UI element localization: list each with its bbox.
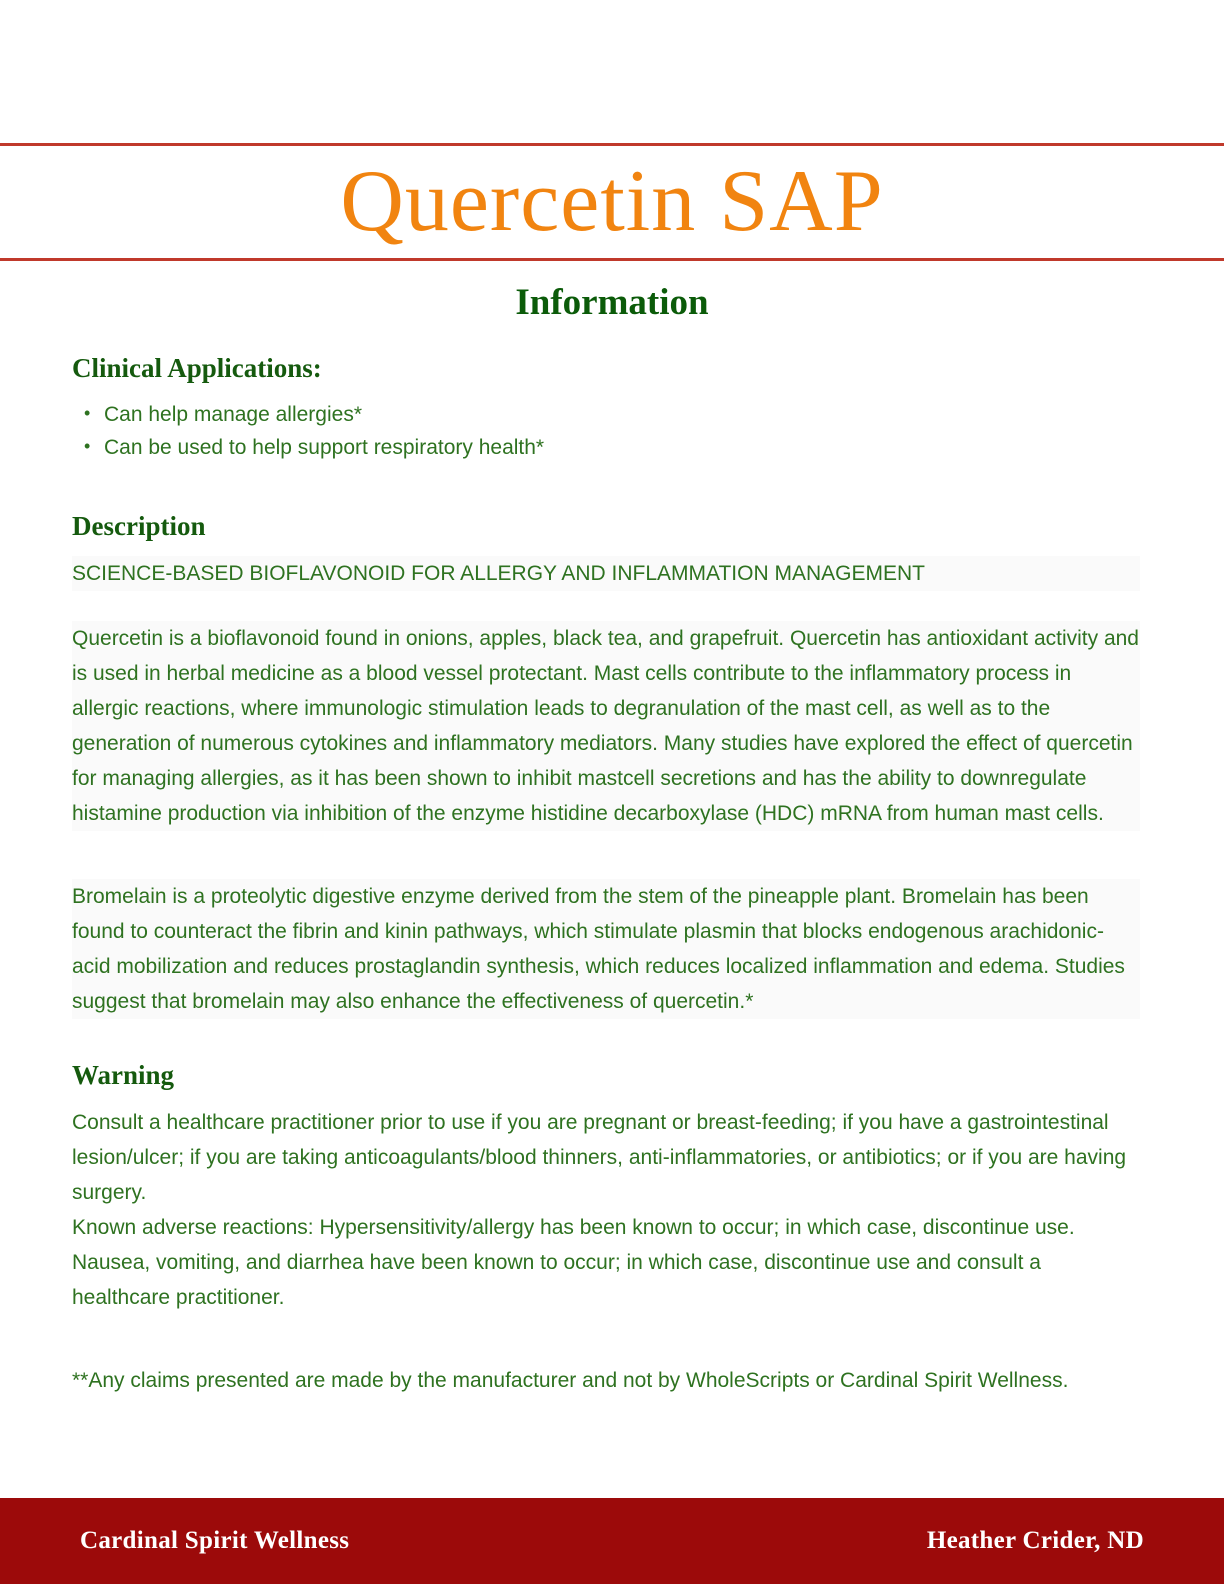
- warning-paragraph-2: Known adverse reactions: Hypersensitivity/allergy has been known to occur; in which case, discontinue use. Nausea, vomiting, and diarrhea have been known to occur; in which case, discontinue use and consult a healthcare practitioner.: [72, 1216, 1075, 1309]
- footer-company-name: Cardinal Spirit Wellness: [80, 1527, 350, 1554]
- clinical-applications-heading: Clinical Applications:: [72, 353, 322, 383]
- document-content: [72, 352, 1140, 1420]
- warning-heading: Warning: [72, 1060, 175, 1090]
- description-paragraph-1: Quercetin is a bioflavonoid found in onions, apples, black tea, and grapefruit. Quercetin has antioxidant activity and is used in herbal medicine as a blood vessel protectant. Mast cells contribute to the inflammatory process in allergic reactions, where immunologic stimulation leads to degranulation of the mast cell, as well as to the generation of numerous cytokines and inflammatory mediators. Many studies have explored the effect of quercetin for managing allergies, as it has been shown to inhibit mastcell secretions and has the ability to downregulate histamine production via inhibition of the enzyme histidine decarboxylase (HDC) mRNA from human mast cells.: [72, 621, 1140, 831]
- title-block: [0, 143, 1224, 261]
- description-heading: Description: [72, 511, 206, 541]
- disclaimer-text: **Any claims presented are made by the manufacturer and not by WholeScripts or Cardinal Spirit Wellness.: [72, 1369, 1069, 1392]
- list-item: • Can be used to help support respiratory health*: [72, 431, 1140, 464]
- footer-practitioner-name: Heather Crider, ND: [926, 1527, 1144, 1554]
- title-rule-bottom: [0, 258, 1224, 261]
- list-item: • Can help manage allergies*: [72, 398, 1140, 431]
- page-footer: [0, 1498, 1224, 1584]
- description-tagline: SCIENCE-BASED BIOFLAVONOID FOR ALLERGY AND INFLAMMATION MANAGEMENT: [72, 556, 1140, 591]
- page-title: Quercetin SAP: [340, 153, 884, 250]
- page-subtitle: Information: [515, 282, 709, 323]
- disclaimer-spacer: [72, 1337, 1140, 1363]
- warning-paragraph-1: Consult a healthcare practitioner prior to use if you are pregnant or breast-feeding; if you have a gastrointestinal lesion/ulcer; if you are taking anticoagulants/blood thinners, anti-inflammatories, or antibiotics; or if you are having surgery.: [72, 1111, 1127, 1204]
- description-paragraph-2: Bromelain is a proteolytic digestive enzyme derived from the stem of the pineapple plant. Bromelain has been found to counteract the fibrin and kinin pathways, which stimulate plasmin that blocks endogenous arachidonic-acid mobilization and reduces prostaglandin synthesis, which reduces localized inflammation and edema. Studies suggest that bromelain may also enhance the effectiveness of quercetin.*: [72, 879, 1140, 1019]
- clinical-applications-list: [72, 398, 1140, 464]
- paragraph-spacer: [72, 853, 1140, 879]
